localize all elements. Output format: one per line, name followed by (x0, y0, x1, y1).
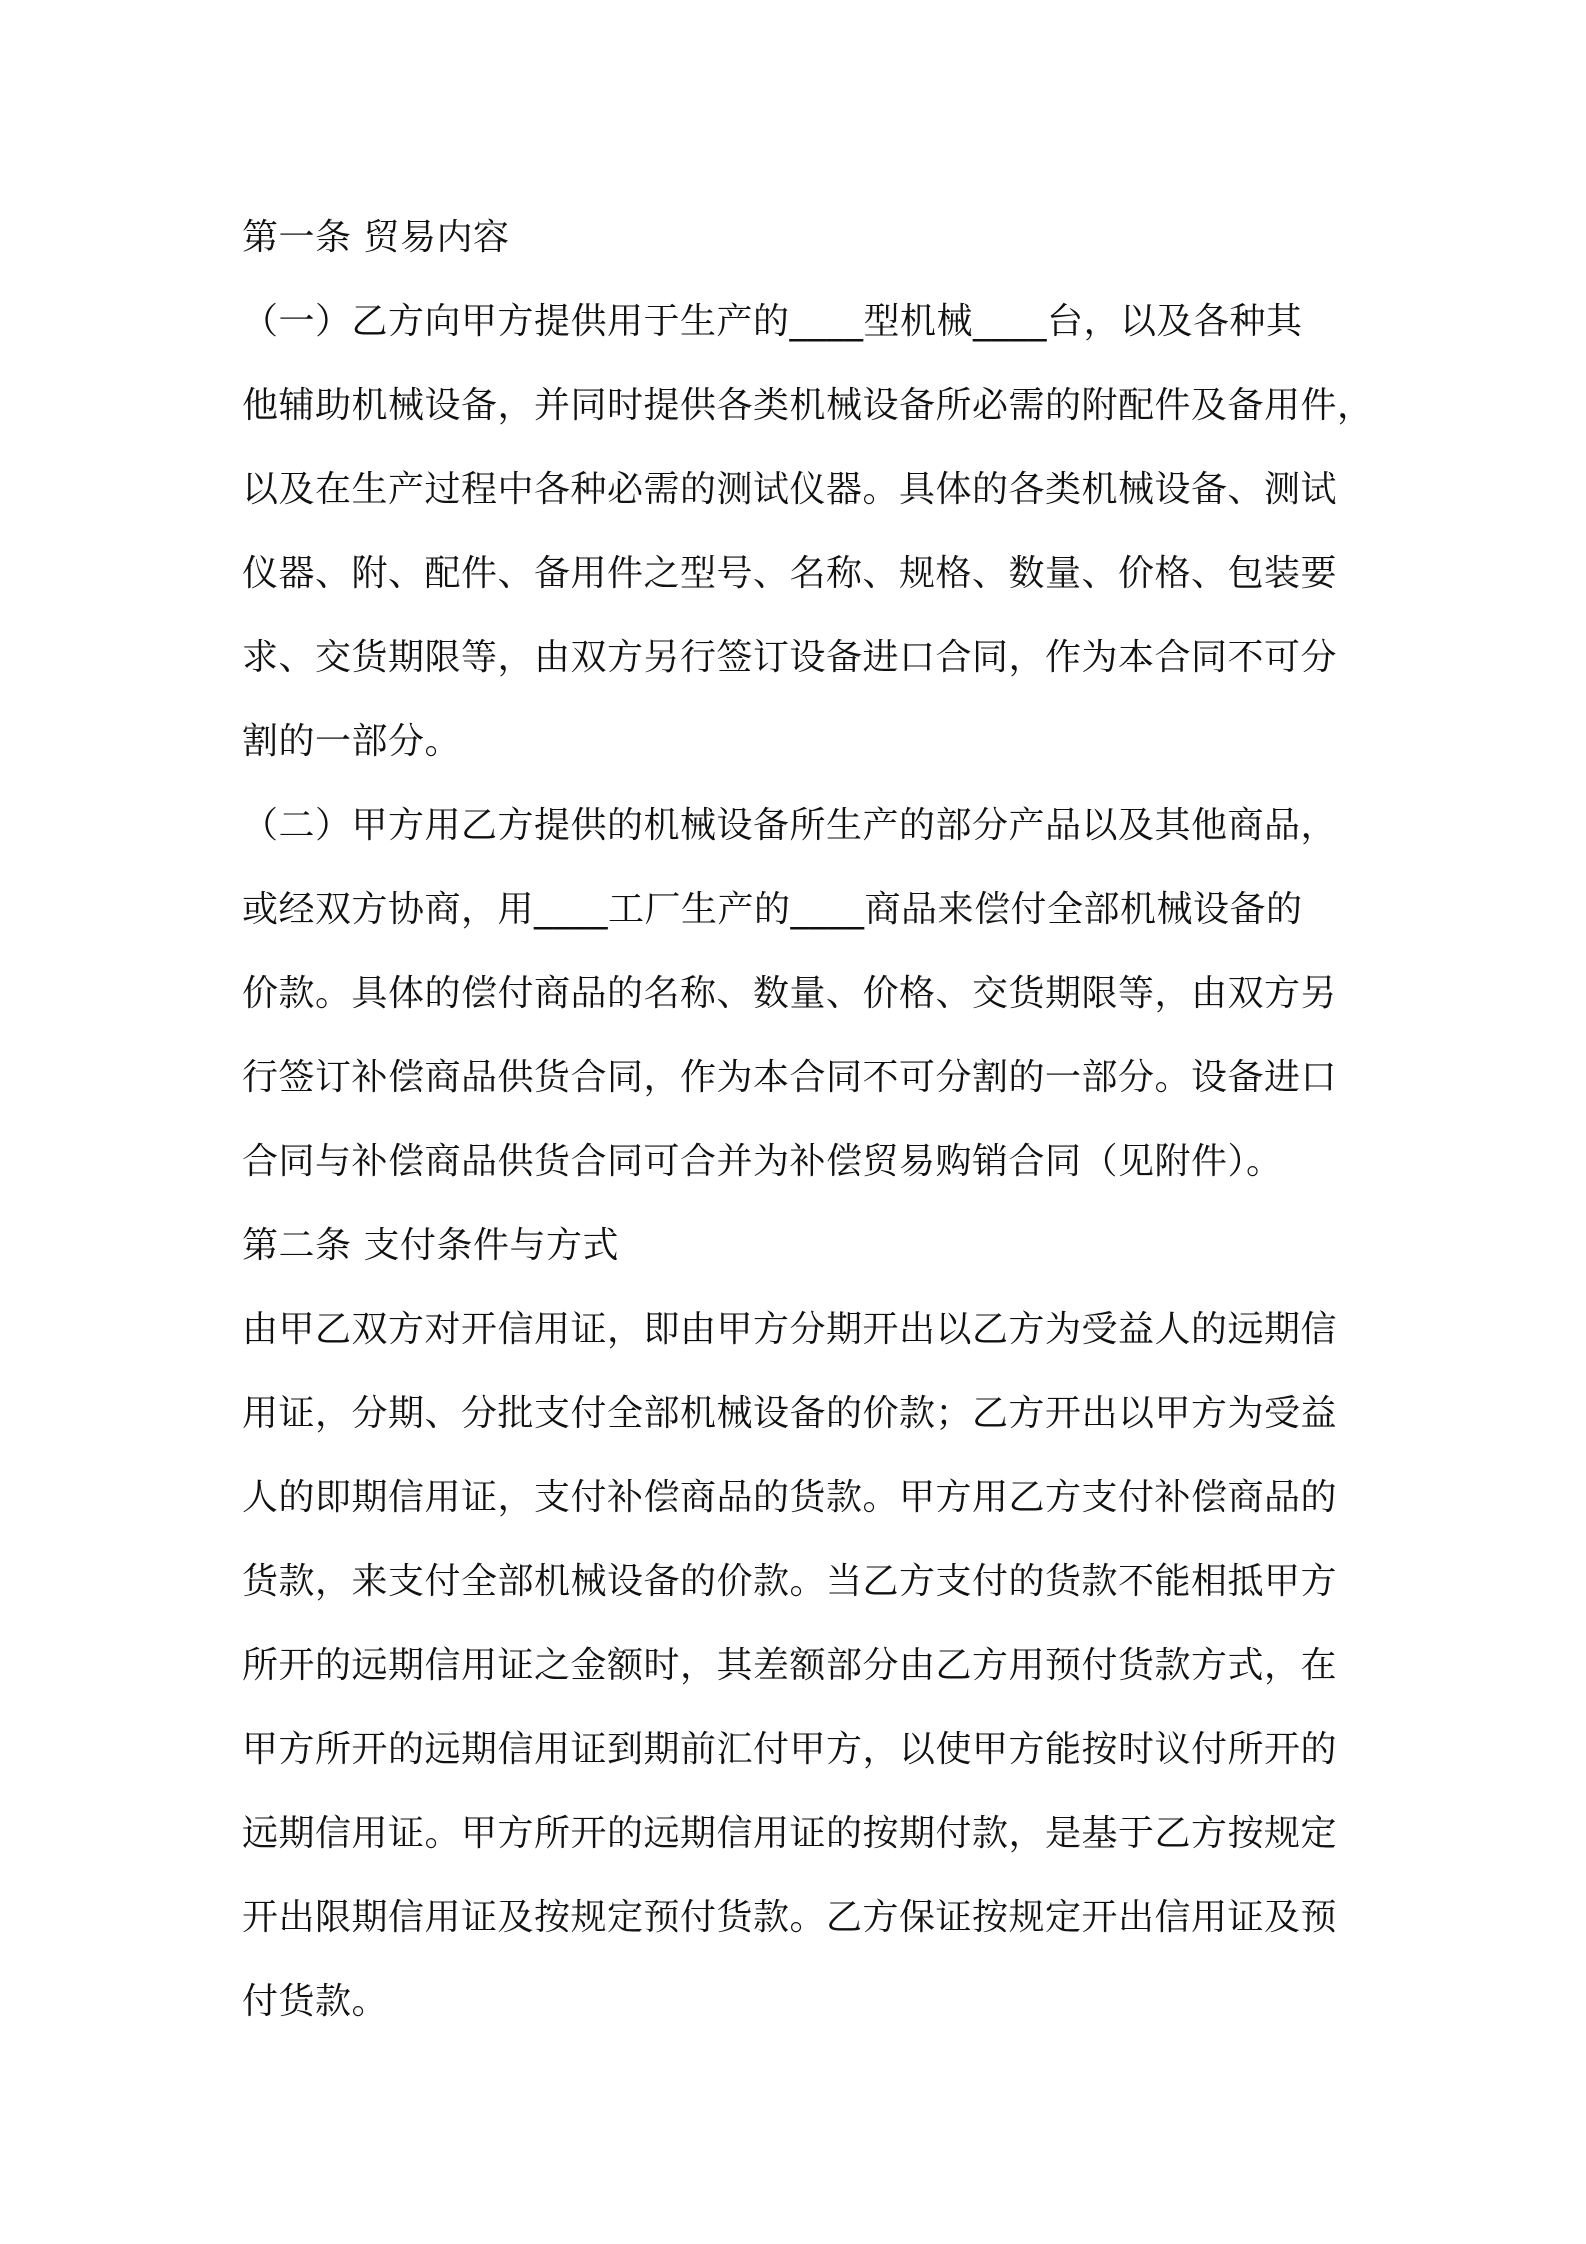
article-1-item-2-line-5: 合同与补偿商品供货合同可合并为补偿贸易购销合同（见附件）。 (242, 1141, 1283, 1182)
article-1-item-1-line-1: （一）乙方向甲方提供用于生产的____型机械____台，以及各种其 (242, 301, 1303, 342)
article-1-item-2-line-4: 行签订补偿商品供货合同，作为本合同不可分割的一部分。设备进口 (242, 1057, 1338, 1098)
article-2-line-3: 人的即期信用证，支付补偿商品的货款。甲方用乙方支付补偿商品的 (242, 1477, 1338, 1518)
article-2-line-7: 远期信用证。甲方所开的远期信用证的按期付款，是基于乙方按规定 (242, 1813, 1338, 1854)
article-2-line-4: 货款，来支付全部机械设备的价款。当乙方支付的货款不能相抵甲方 (242, 1561, 1338, 1602)
article-1-item-2-line-2: 或经双方协商，用____工厂生产的____商品来偿付全部机械设备的 (242, 889, 1303, 930)
article-1-item-1-line-4: 仪器、附、配件、备用件之型号、名称、规格、数量、价格、包装要 (242, 553, 1338, 594)
article-2-line-9: 付货款。 (242, 1981, 389, 2022)
article-2-line-6: 甲方所开的远期信用证到期前汇付甲方，以使甲方能按时议付所开的 (242, 1729, 1338, 1770)
article-2-line-8: 开出限期信用证及按规定预付货款。乙方保证按规定开出信用证及预 (242, 1897, 1338, 1938)
article-2-line-5: 所开的远期信用证之金额时，其差额部分由乙方用预付货款方式，在 (242, 1645, 1338, 1686)
article-1-heading: 第一条 贸易内容 (242, 217, 510, 258)
article-1-item-2-line-3: 价款。具体的偿付商品的名称、数量、价格、交货期限等，由双方另 (242, 973, 1338, 1014)
article-1-item-1-line-5: 求、交货期限等，由双方另行签订设备进口合同，作为本合同不可分 (242, 637, 1338, 678)
article-1-item-1-line-2: 他辅助机械设备，并同时提供各类机械设备所必需的附配件及备用件， (242, 385, 1374, 426)
article-1-item-2-line-1: （二）甲方用乙方提供的机械设备所生产的部分产品以及其他商品， (242, 805, 1338, 846)
document-body (242, 196, 1374, 2044)
article-2-line-2: 用证，分期、分批支付全部机械设备的价款；乙方开出以甲方为受益 (242, 1393, 1338, 1434)
article-2-heading: 第二条 支付条件与方式 (242, 1225, 619, 1266)
article-1-item-1-line-3: 以及在生产过程中各种必需的测试仪器。具体的各类机械设备、测试 (242, 469, 1338, 510)
article-1-item-1-line-6: 割的一部分。 (242, 721, 462, 762)
article-2-line-1: 由甲乙双方对开信用证，即由甲方分期开出以乙方为受益人的远期信 (242, 1309, 1338, 1350)
